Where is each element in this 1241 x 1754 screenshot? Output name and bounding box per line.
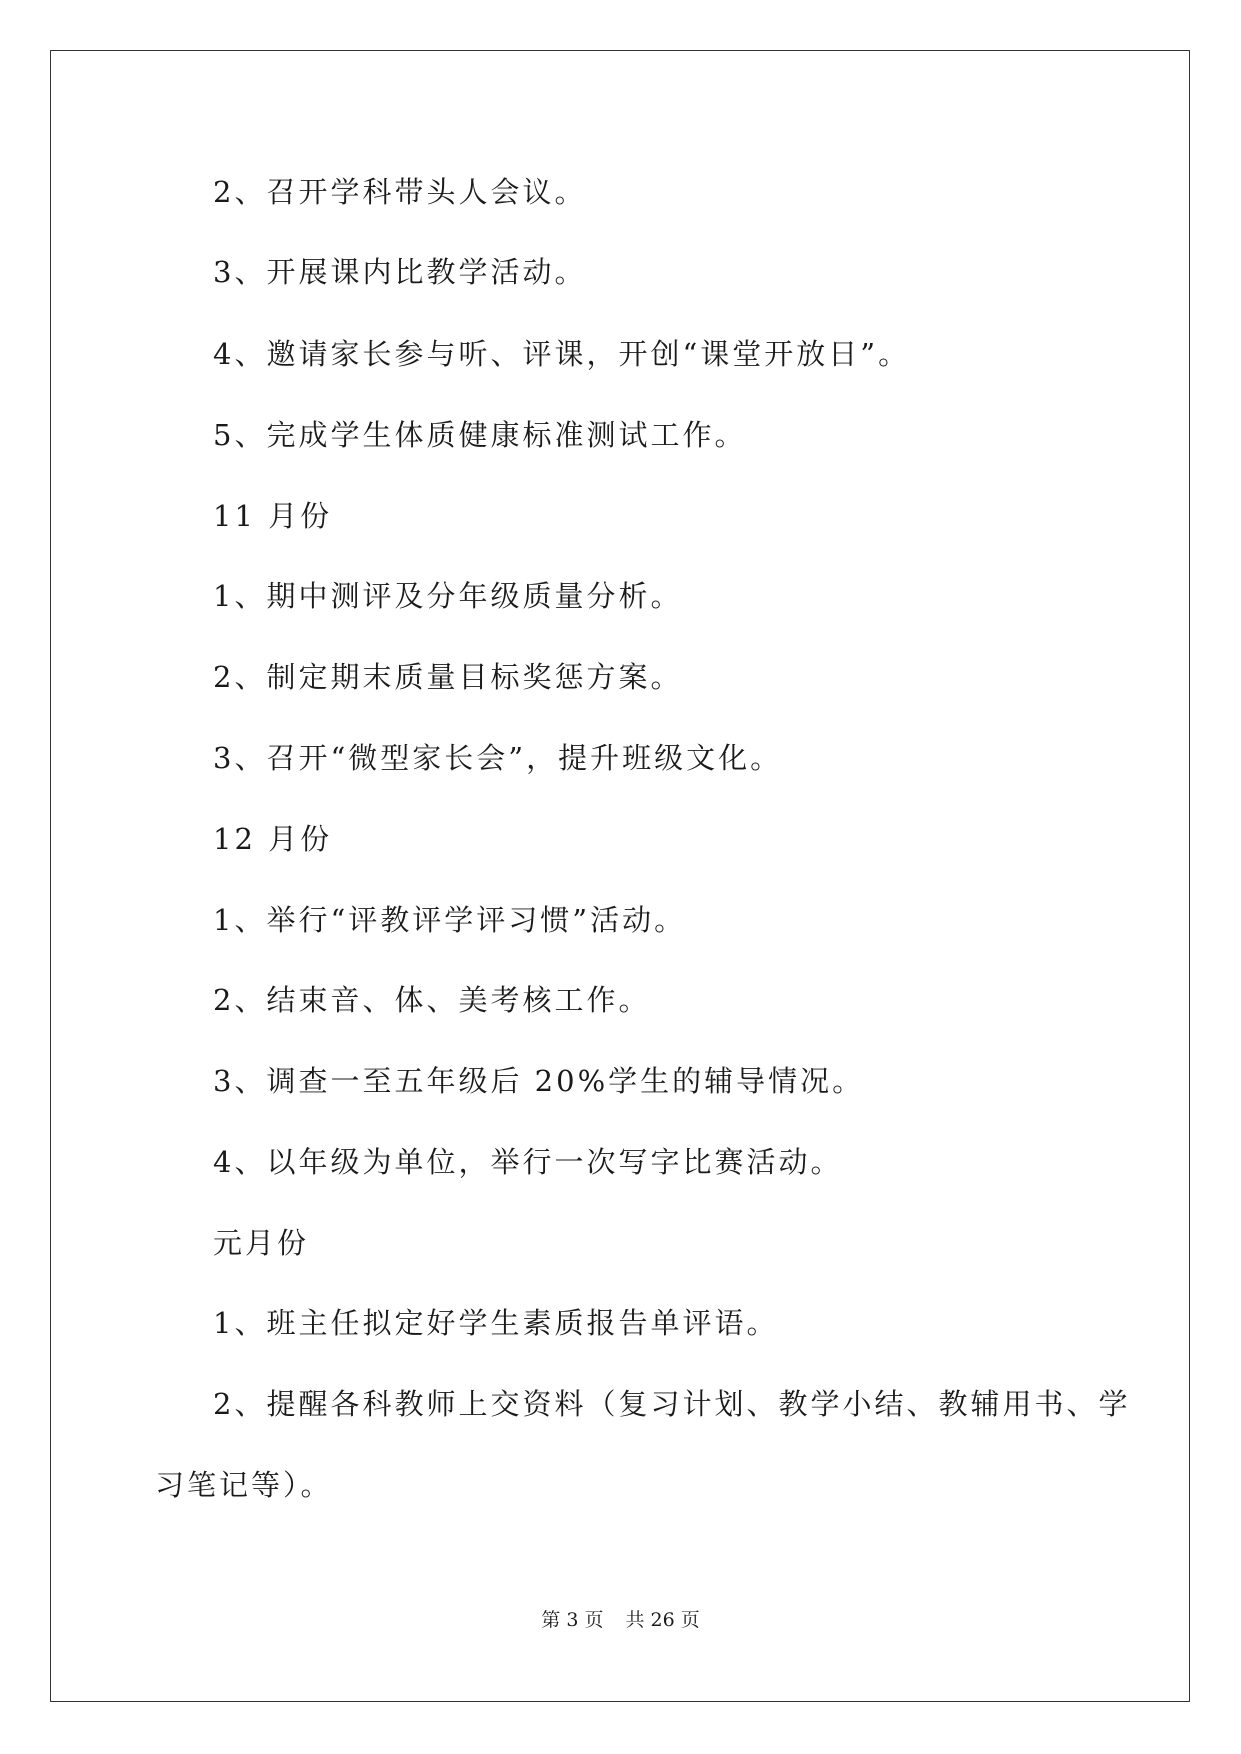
text-line: 3、开展课内比教学活动。 — [213, 255, 587, 289]
month-heading: 元月份 — [213, 1226, 310, 1260]
page-footer — [0, 1611, 1241, 1630]
text-line: 4、邀请家长参与听、评课，开创“课堂开放日”。 — [213, 337, 911, 371]
text-line: 2、制定期末质量目标奖惩方案。 — [213, 660, 683, 694]
text-line: 2、召开学科带头人会议。 — [213, 175, 587, 209]
page-total: 共 26 页 — [625, 1609, 700, 1631]
text-line: 1、期中测评及分年级质量分析。 — [213, 579, 683, 613]
text-line: 2、提醒各科教师上交资料（复习计划、教学小结、教辅用书、学 — [213, 1387, 1131, 1421]
text-line: 1、举行“评教评学评习惯”活动。 — [213, 903, 687, 937]
text-line: 3、调查一至五年级后 20%学生的辅导情况。 — [213, 1064, 865, 1098]
text-line: 习笔记等）。 — [155, 1468, 333, 1502]
page-border — [50, 50, 1190, 1702]
month-heading: 11 月份 — [213, 499, 333, 533]
page-number: 第 3 页 — [541, 1609, 604, 1631]
text-line: 2、结束音、体、美考核工作。 — [213, 983, 651, 1017]
month-heading: 12 月份 — [213, 822, 333, 856]
text-line: 4、以年级为单位，举行一次写字比赛活动。 — [213, 1145, 843, 1179]
text-line: 3、召开“微型家长会”，提升班级文化。 — [213, 741, 783, 775]
text-line: 1、班主任拟定好学生素质报告单评语。 — [213, 1306, 779, 1340]
text-line: 5、完成学生体质健康标准测试工作。 — [213, 418, 747, 452]
